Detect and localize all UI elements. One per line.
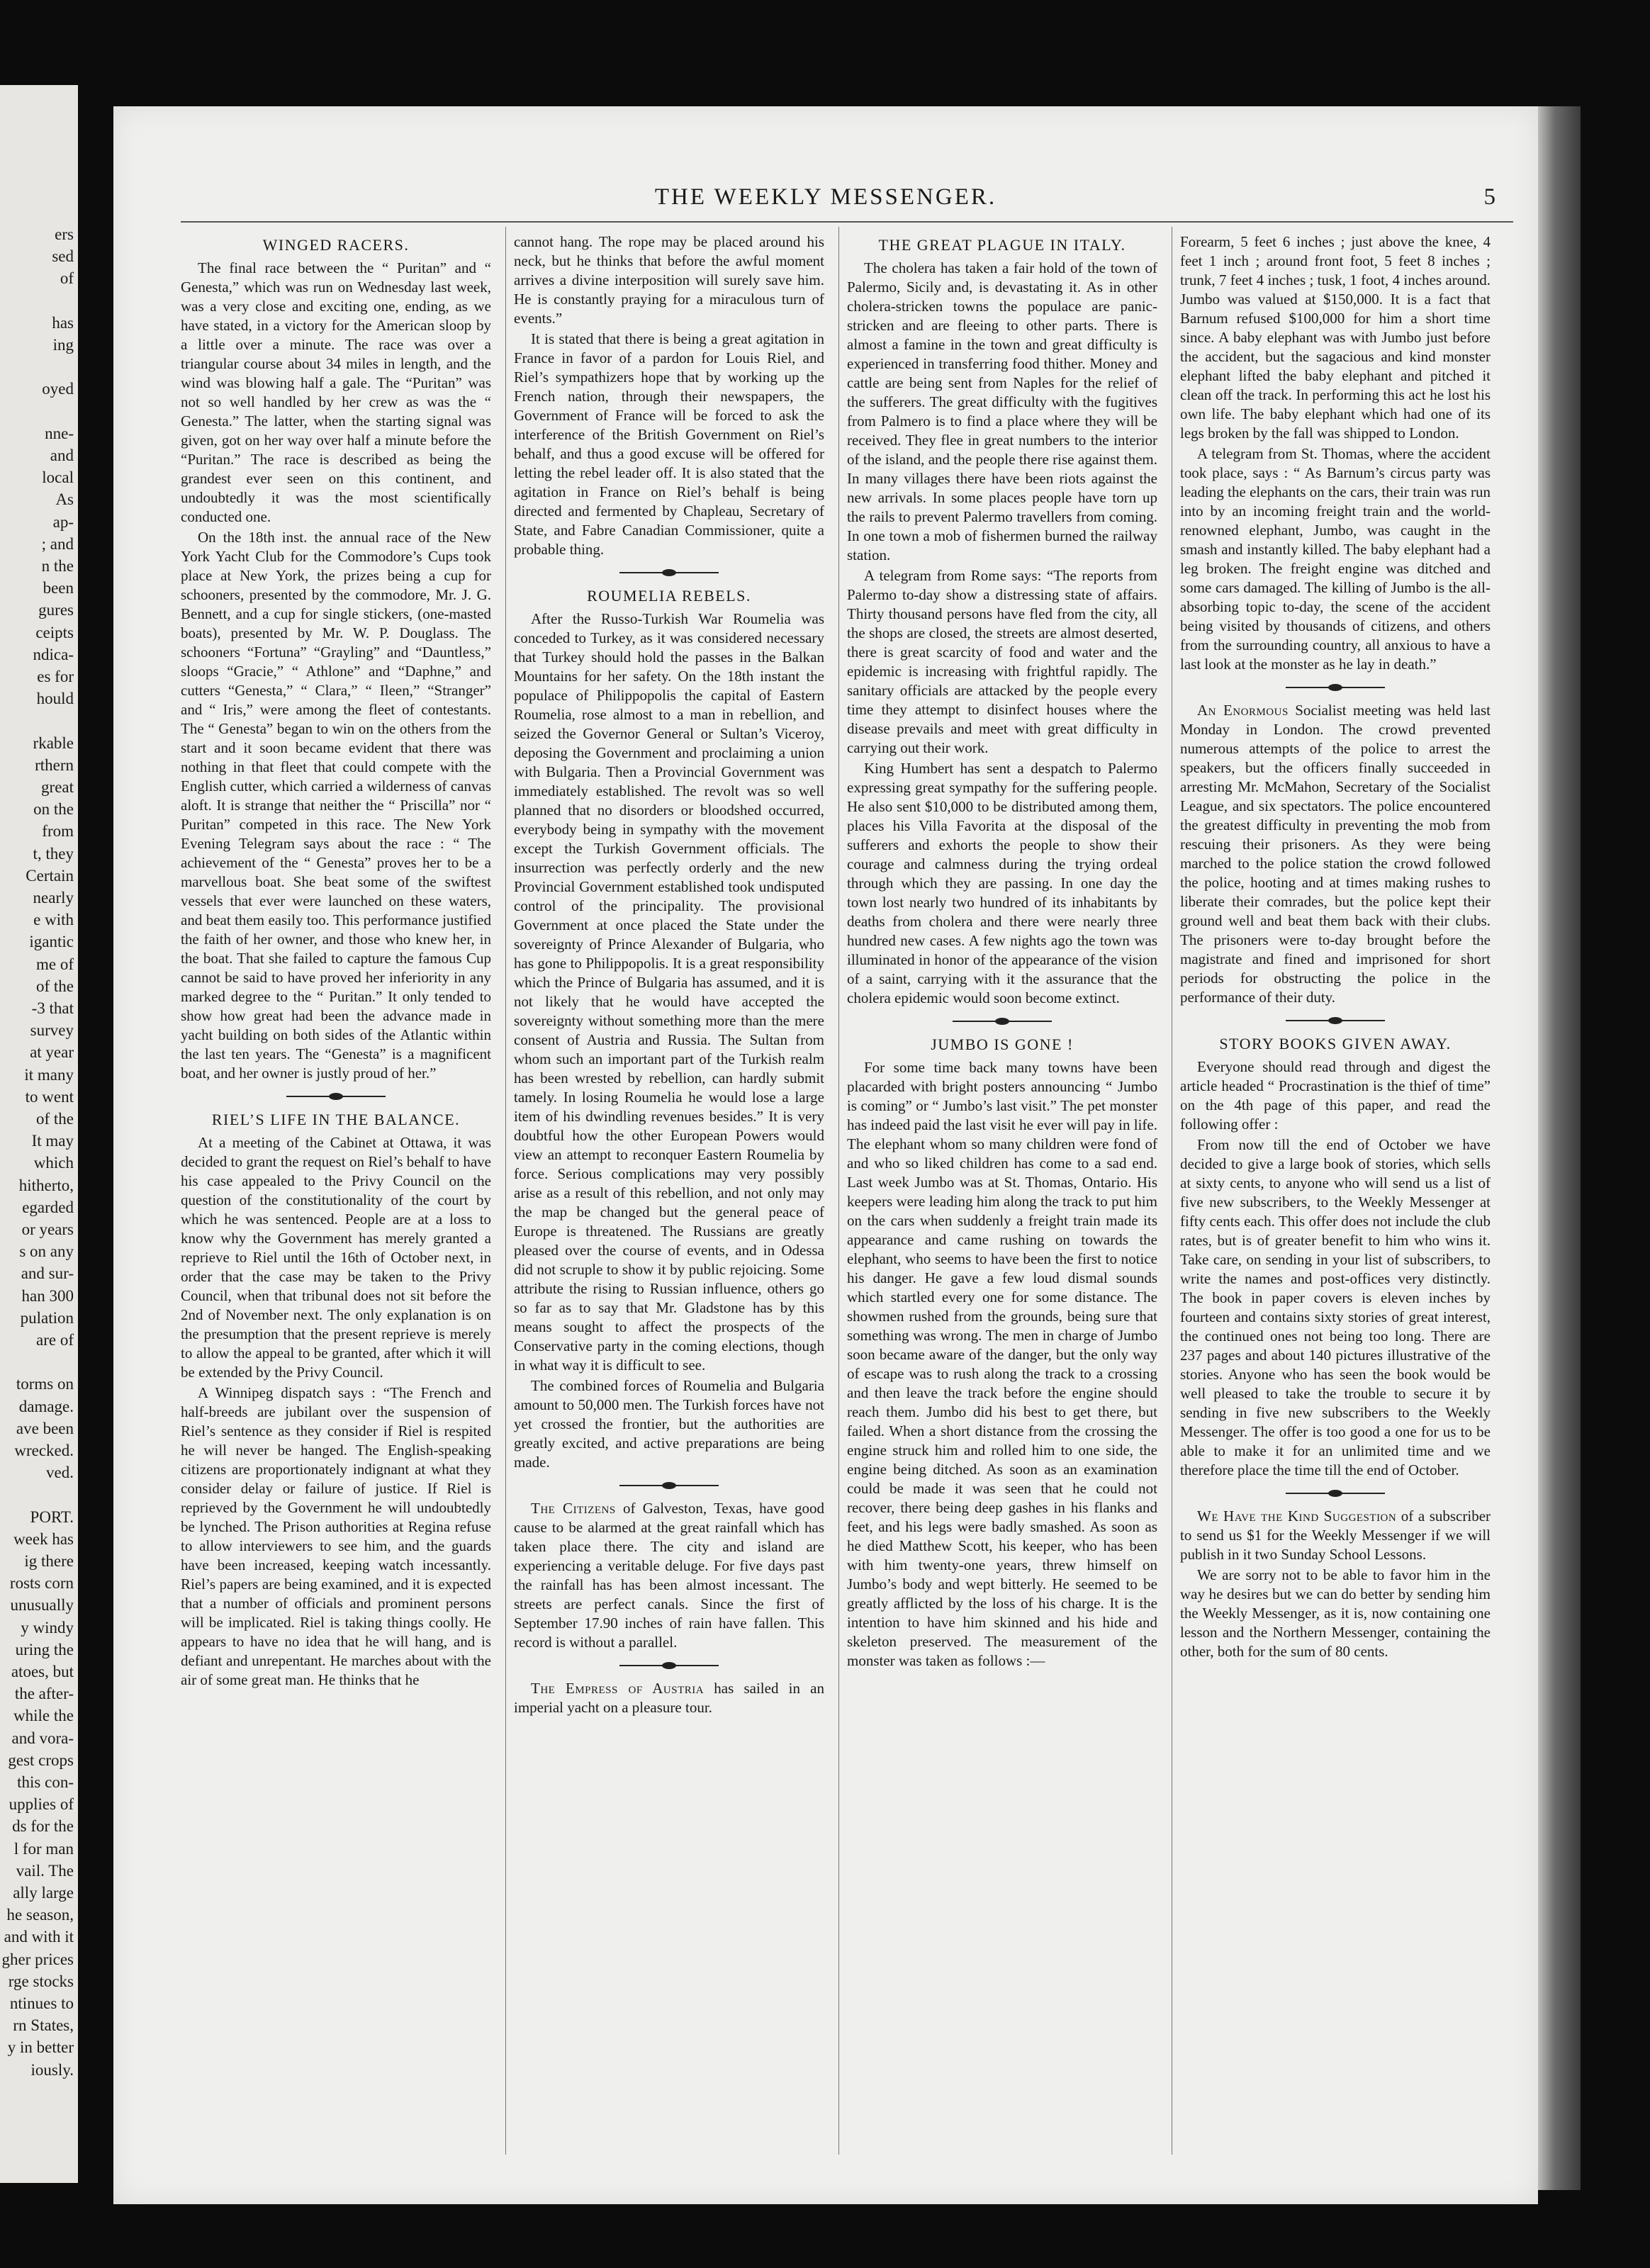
margin-fragment: week has — [13, 1529, 74, 1548]
article-paragraph: King Humbert has sent a despatch to Palermo expressing great sympathy for the suffering people. He also sent $10,000 to be distributed among them, places his Villa Favorita at the disposal of the sufferers and exhorts the people to show their courage and calmness during the trying ordeal through which they are passing. In one day the town lost nearly two hundred of its inhabitants by deaths from cholera and there were nearly three hundred new cases. A few nights ago the town was illuminated in honor of the appearance of the vision of a saint, carrying with it the assurance that the cholera epidemic would soon become extinct. — [847, 760, 1157, 1006]
margin-fragment: ing — [52, 336, 74, 354]
margin-fragment: to went — [25, 1087, 74, 1106]
margin-fragment: uring the — [15, 1640, 74, 1658]
margin-fragment: torms on — [16, 1375, 74, 1393]
margin-fragment: atoes, but — [11, 1663, 74, 1680]
article-paragraph: Everyone should read through and digest the article headed “ Procrastination is the thief of time” on the 4th page of this paper, and read the following offer : — [1180, 1058, 1491, 1133]
margin-fragment: ers — [55, 225, 74, 243]
column-rule — [505, 227, 506, 2155]
margin-fragment: han 300 — [21, 1286, 74, 1305]
article-paragraph: On the 18th inst. the annual race of the New York Yacht Club for the Commodore’s Cups took place at New York, the prizes being a cup for schooners, presented by the commodore, Mr. J. G. Bennett, and a cup for single stickers, (one-masted boats), presented by Mr. W. P. Douglass. The schooners “Fortuna” “Grayling” and “Dauntless,” sloops “Gracie,” “ Athlone” and “Daphne,” and cutters “Genesta,” “ Clara,” “ Ileen,” “Stranger” and “ Iris,” were among the fleet of contestants. The “ Genesta” began to win on the others from the start and it soon became evident that there was nothing in that fleet that could compete with the English cutter, which carried a wilderness of canvas aloft. It is strange that neither the “ Priscilla” nor “ Puritan” competed in this race. The New York Evening Telegram says about the race : “ The achievement of the “ Genesta” proves her to be a marvellous boat. She beat some of the swiftest vessels that ever were launched on these waters, and beat them easily too. This performance justified the faith of her owner, and those who knew her, in the boat. That she failed to capture the famous Cup cannot be said to have proved her inferiority in any marked degree to the “ Puritan.” It only tended to show how great had been the advance made in yacht building on both sides of the Atlantic within the last ten years. The “Genesta” is a magnificent boat, and her owner is justly proud of her.” — [181, 529, 491, 1082]
column-1 — [181, 232, 491, 2160]
margin-fragment: -3 that — [31, 999, 74, 1017]
margin-fragment: which — [33, 1154, 74, 1172]
margin-fragment: damage. — [18, 1397, 74, 1415]
margin-fragment: sed — [52, 247, 74, 266]
headline-jumbo: JUMBO IS GONE ! — [931, 1035, 1074, 1053]
margin-fragment: ave been — [16, 1419, 74, 1437]
paragraph-body: of Galveston, Texas, have good cause to be alarmed at the great rainfall which has taken place there. The city and island are experiencing a veritable deluge. For five days past the rainfall has has been almost incessant. The streets are perfect canals. Since the first of September 17.90 inches of rain have fallen. This record is without a parallel. — [514, 1500, 824, 1651]
margin-fragment: egarded — [22, 1198, 74, 1216]
masthead-title: THE WEEKLY MESSENGER. — [654, 184, 997, 210]
margin-fragment: nne- — [45, 424, 74, 442]
article-paragraph: After the Russo-Turkish War Roumelia was conceded to Turkey, as it was considered necessary that Turkey should hold the passes in the Balkan Mountains for her safety. On the 18th instant the populace of Philippopolis the capital of Eastern Roumelia, rose almost to a man in rebellion, and seized the Governor General or Sultan’s Viceroy, deposing the Government and proclaiming a union with Bulgaria. Then a Provincial Government was immediately established. The revolt was so well planned that no disorders or bloodshed occurred, everybody being in sympathy with the movement except the Turkish Government officials. The insurrection was perfectly orderly and the new Provincial Government established took undisputed control of the principality. The provisional Government at once placed the State under the sovereignty of Prince Alexander of Bulgaria, who has gone to Philippopolis. It is a great responsibility which the Prince of Bulgaria has assumed, and it is not likely that he would have accepted the sovereignty without something more than the mere consent of Austria and Russia. The Sultan from whom such an important part of the Turkish realm has been wrested by rebellion, can hardly submit tamely. In losing Roumelia he would lose a large item of his dwindling revenues besides.” It is very doubtful how the other European Powers would view an attempt to reconquer Eastern Roumelia by force. Serious complications may very possibly arise as a result of this rebellion, and not only may the map be changed but the general peace of Europe is threatened. The Russians are greatly pleased over the course of events, and in Odessa did not scruple to show it by public rejoicing. Some attribute the rising to Russian influence, others go so far as to say that Mr. Gladstone has by this means sought to affect the prospects of the Conservative party in the coming elections, though in what way it is difficult to see. — [514, 610, 824, 1374]
margin-fragment: this con- — [17, 1773, 74, 1791]
article-paragraph: A Winnipeg dispatch says : “The French and half-breeds are jubilant over the suspension of Riel’s sentence as they consider if Riel is respited he will never be hanged. The English-speaking citizens are proportionately indignant at what they consider delay or failure of justice. If Riel is reprieved by the Government he will undoubtedly be lynched. The Prison authorities at Regina refuse to allow interviewers to see him, and the guards have been increased, keeping watch incessantly. Riel’s papers are being examined, and it is expected that a number of officials and prominent persons will be implicated. Riel is taking things coolly. He appears to have no idea that he will hang, and is defiant and unrepentant. He marches about with the air of some great man. He thinks that he — [181, 1384, 491, 1688]
margin-fragment: ; and — [41, 534, 74, 553]
margin-fragment: PORT. — [30, 1508, 74, 1526]
margin-fragment: while the — [13, 1707, 74, 1725]
column-4 — [1180, 232, 1491, 2160]
section-divider — [1286, 684, 1385, 691]
headline-riels-life: RIEL’S LIFE IN THE BALANCE. — [211, 1111, 461, 1128]
lead-in: The Empress of Austria — [531, 1680, 705, 1697]
margin-fragment: of the — [35, 1110, 74, 1128]
margin-fragment: gest crops — [8, 1751, 74, 1769]
column-rule — [838, 227, 839, 2155]
margin-fragment: the after- — [14, 1685, 74, 1703]
header-rule — [181, 221, 1513, 223]
margin-fragment: of — [60, 269, 74, 288]
margin-fragment: Certain — [26, 866, 74, 885]
column-2 — [514, 232, 824, 2160]
newspaper-page — [113, 106, 1538, 2204]
margin-fragment: As — [55, 490, 74, 509]
margin-fragment: at year — [30, 1043, 74, 1062]
margin-fragment: survey — [30, 1021, 74, 1040]
page-number: 5 — [1483, 184, 1495, 210]
margin-fragment: ndica- — [33, 645, 74, 663]
lead-in: We Have the Kind Suggestion — [1197, 1508, 1397, 1525]
article-paragraph: For some time back many towns have been placarded with bright posters announcing “ Jumbo is coming” or “ Jumbo’s last visit.” The pet monster has indeed paid the last visit he ever will pay in life. The elephant whom so many children were fond of and who so liked children has come to a sad end. Last week Jumbo was at St. Thomas, Ontario. His keepers were leading him along the track to put him on the cars when suddenly a freight train made its appearance and came rushing on towards the elephant, who seems to have been the first to notice his danger. He gave a few loud dismal sounds which startled every one for some distance. The showmen rushed from the grounds, being sure that something was wrong. The men in charge of Jumbo soon became aware of the danger, but the only way of escape was to rush along the track to a crossing and then leave the track before the engine should reach them. Jumbo did his best to get there, but failed. When a short distance from the crossing the engine struck him and rolled him to one side, the engine being ditched. As soon as an examination could be made it was seen that he could not recover, there being deep gashes in his flanks and feet, and his legs were badly smashed. As soon as he died Matthew Scott, his keeper, who has been with him twenty-one years, threw himself on Jumbo’s body and wept bitterly. He seemed to be greatly afflicted by the loss of his charge. It is the intention to have him skinned and his hide and skeleton preserved. The measurement of the monster was taken as follows :— — [847, 1059, 1157, 1669]
margin-fragment: ntinues to — [9, 1994, 74, 2012]
margin-fragment: vail. The — [16, 1861, 74, 1880]
article-paragraph: The combined forces of Roumelia and Bulgaria amount to 50,000 men. The Turkish forces have not yet crossed the frontier, but the authorities are greatly excited, and active preparations are being made. — [514, 1377, 824, 1471]
section-divider — [1286, 1017, 1385, 1024]
article-paragraph: It is stated that there is being a great agitation in France in favor of a pardon for Louis Riel, and Riel’s sympathizers hope that by working up the French nation, through their newspapers, the Government of France will be forced to ask the interference of the British Government on Riel’s behalf, and thus a good excuse will be offered for letting the rebel leader off. It is also stated that the agitation in France on Riel’s behalf is being directed and fermented by Chapleau, Secretary of State, and Fabre Canadian Commissioner, quite a probable thing. — [514, 330, 824, 558]
adjacent-page-fragment — [0, 85, 78, 2183]
article-paragraph: We are sorry not to be able to favor him in the way he desires but we can do better by sending him the Weekly Messenger, as it is, now containing one lesson and the Northern Messenger, containing the other, both for the sum of 80 cents. — [1180, 1566, 1491, 1660]
article-paragraph — [514, 1679, 824, 1717]
margin-fragment: y in better — [7, 2038, 74, 2057]
section-divider — [953, 1018, 1052, 1025]
margin-fragment: ved. — [46, 1464, 74, 1482]
margin-fragment: n the — [41, 557, 74, 575]
margin-fragment: rkable — [33, 734, 74, 752]
margin-fragment: igantic — [29, 933, 74, 951]
article-paragraph: A telegram from St. Thomas, where the accident took place, says : “ As Barnum’s circus party was leading the elephants on the cars, their train was run into by an incoming freight train and the world-renowned elephant, Jumbo, was caught in the smash and instantly killed. The baby elephant had a leg broken. The freight engine was ditched and some cars damaged. The killing of Jumbo is the all-absorbing topic to-day, the scene of the accident being visited by thousands of citizens, and others from the surrounding country, all anxious to have a last look at the monster as he lay in death.” — [1180, 445, 1491, 673]
margin-fragment: wrecked. — [14, 1442, 74, 1459]
margin-fragment: has — [52, 313, 74, 332]
column-3 — [847, 232, 1157, 2160]
margin-fragment: iously. — [30, 2060, 74, 2079]
headline-great-plague: THE GREAT PLAGUE IN ITALY. — [878, 236, 1126, 254]
margin-fragment: on the — [33, 800, 74, 819]
lead-in: An Enormous — [1197, 702, 1289, 719]
margin-fragment: rosts corn — [9, 1574, 74, 1593]
margin-fragment: ally large — [13, 1884, 74, 1902]
margin-fragment: nearly — [33, 889, 74, 906]
margin-fragment: local — [42, 468, 74, 487]
margin-fragment: unusually — [10, 1596, 74, 1615]
margin-fragment: t, they — [33, 844, 74, 863]
margin-fragment: gures — [38, 601, 74, 619]
section-divider — [619, 1662, 719, 1669]
page-edge — [1538, 106, 1581, 2190]
margin-fragment: hitherto, — [18, 1176, 74, 1194]
margin-fragment: and vora- — [11, 1729, 74, 1747]
margin-fragment: from — [42, 822, 74, 841]
section-divider — [286, 1093, 386, 1100]
margin-fragment: upplies of — [9, 1795, 74, 1814]
margin-fragment: s on any — [19, 1242, 74, 1261]
margin-fragment: rn States, — [13, 2016, 74, 2035]
margin-fragment: great — [41, 778, 74, 796]
margin-fragment: ceipts — [35, 623, 74, 641]
headline-roumelia-rebels: ROUMELIA REBELS. — [587, 587, 751, 605]
margin-fragment: been — [43, 579, 74, 597]
margin-fragment: ap- — [52, 512, 74, 531]
margin-fragment: e with — [33, 911, 74, 929]
page-header — [113, 184, 1538, 213]
margin-fragment: and sur- — [21, 1264, 74, 1283]
margin-fragment: rthern — [35, 756, 74, 774]
article-paragraph: Forearm, 5 feet 6 inches ; just above the knee, 4 feet 1 inch ; around front foot, 5 feet 8 inches ; trunk, 7 feet 4 inches ; tusk, 1 foot, 4 inches around. Jumbo was valued at $150,000. It is a fact that Barnum refused $100,000 for him a short time since. A baby elephant was with Jumbo just before the accident, but the sagacious and kind monster elephant lifted the baby elephant and pitched it clean off the track. In performing this act he lost his own life. The baby elephant which had one of its legs broken by the fall was shipped to London. — [1180, 233, 1491, 442]
article-paragraph: A telegram from Rome says: “The reports from Palermo to-day show a distressing state of affairs. Thirty thousand persons have fled from the city, all the shops are closed, the streets are almost deserted, there is great scarcity of food and water and the epidemic is increasing with frightful rapidly. The sanitary officials are attacked by the people every time they attempt to disinfect houses where the disease prevails and meet with great difficulty in carrying out their work. — [847, 567, 1157, 756]
article-paragraph: cannot hang. The rope may be placed around his neck, but he thinks that before the awful moment arrives a divine interposition will surely save him. He is constantly praying for a miraculous turn of events.” — [514, 233, 824, 327]
article-paragraph: From now till the end of October we have decided to give a large book of stories, which sells at sixty cents, to anyone who will send us a list of five new subscribers, to the Weekly Messenger at fifty cents each. This offer does not include the club rates, but is of greater benefit to him who wins it. Take care, on sending in your list of subscribers, to write the names and post-offices very distinctly. The book in paper covers is eleven inches by fourteen and contains sixty stories of great interest, the continued ones not being too long. There are 237 pages and about 140 pictures illustrative of the stories. Anyone who has seen the book would be well pleased to take the trouble to secure it by sending in five new subscribers to the Weekly Messenger. The offer is too good a one for us to be able to make it for an unlimited time and we therefore place the time till the end of October. — [1180, 1136, 1491, 1478]
margin-fragment: l for man — [13, 1839, 74, 1858]
paragraph-body: has sailed in an imperial yacht on a pleasure tour. — [514, 1680, 824, 1716]
margin-fragment: he season, — [6, 1906, 74, 1924]
margin-fragment: ig there — [24, 1552, 74, 1570]
article-paragraph — [514, 1499, 824, 1652]
margin-fragment: are of — [36, 1331, 74, 1349]
section-divider — [1286, 1490, 1385, 1497]
margin-fragment: and with it — [4, 1928, 74, 1946]
section-divider — [619, 1482, 719, 1489]
headline-story-books: STORY BOOKS GIVEN AWAY. — [1219, 1035, 1452, 1052]
section-divider — [619, 569, 719, 576]
article-paragraph — [1180, 1507, 1491, 1564]
margin-fragment: y windy — [21, 1618, 74, 1637]
margin-fragment: es for — [37, 668, 74, 685]
margin-fragment: oyed — [42, 380, 74, 398]
margin-fragment: of the — [35, 977, 74, 995]
margin-fragment: rge stocks — [8, 1972, 74, 1990]
margin-fragment: pulation — [20, 1308, 74, 1327]
article-paragraph: The cholera has taken a fair hold of the town of Palermo, Sicily and, is devastating it. As in other cholera-stricken towns the populace are panic-stricken and are fleeing to other parts. There is almost a famine in the town and great difficulty is experienced in transferring food thither. Money and cattle are being sent from Naples for the relief of the sufferers. The great difficulty with the fugitives from Palmero is to find a place where they will be received. They flee in great numbers to the interior of the island, and the people there rise against them. In many villages there have been riots against the new arrivals. In some places people have torn up the rails to prevent Palermo travellers from coming. In one town a mob of fishermen burned the railway station. — [847, 259, 1157, 563]
margin-fragment: me of — [35, 955, 74, 973]
margin-fragment: ds for the — [12, 1817, 74, 1836]
headline-winged-racers: WINGED RACERS. — [262, 236, 410, 254]
margin-fragment: or years — [21, 1220, 74, 1238]
margin-fragment: It may — [31, 1132, 74, 1150]
paragraph-body: of a subscriber to send us $1 for the Weekly Messenger if we will publish in it two Sunday School Lessons. — [1180, 1508, 1491, 1563]
article-paragraph: The final race between the “ Puritan” and “ Genesta,” which was run on Wednesday last week, was a very close and exciting one, ending, as we have stated, in a victory for the American sloop by a little over a minute. The race was over a triangular course about 34 miles in length, and the wind was blowing half a gale. The “Puritan” was not so well handled by her crew as was the “ Genesta.” The latter, when the starting signal was given, got on her way over half a minute before the “Puritan.” The race is described as being the grandest ever seen on this continent, and undoubtedly it was the most scientifically conducted one. — [181, 259, 491, 525]
margin-fragment: gher prices — [1, 1950, 74, 1968]
margin-fragment: hould — [36, 690, 74, 708]
lead-in: The Citizens — [531, 1500, 616, 1517]
article-paragraph: At a meeting of the Cabinet at Ottawa, it was decided to grant the request on Riel’s behalf to have his case appealed to the Privy Council on the question of the constitutionality of the court by which he was sentenced. People are at a loss to know why the Government has merely granted a reprieve to Riel until the 16th of October next, in order that the case may be taken to the Privy Council, when that tribunal does not sit before the 2nd of November next. The only explanation is on the presumption that the present reprieve is merely to allow the appeal to be granted, after which it will be extended by the Privy Council. — [181, 1134, 491, 1381]
paragraph-body: Socialist meeting was held last Monday in London. The crowd prevented numerous attempts of the police to arrest the speakers, but the officers finally succeeded in arresting Mr. McMahon, Secretary of the Socialist League, and six spectators. The police encountered the greatest difficulty in preventing the mob from rescuing their prisoners. As they were being marched to the police station the crowd followed the police, hooting and at times making rushes to liberate their comrades, but the police kept their ground well and beat them back with their clubs. The prisoners were to-day brought before the magistrate and fined and imprisoned for short periods for obstructing the police in the performance of their duty. — [1180, 702, 1491, 1006]
margin-fragment: and — [50, 447, 74, 464]
article-paragraph — [1180, 701, 1491, 1007]
margin-fragment: it many — [24, 1065, 74, 1084]
